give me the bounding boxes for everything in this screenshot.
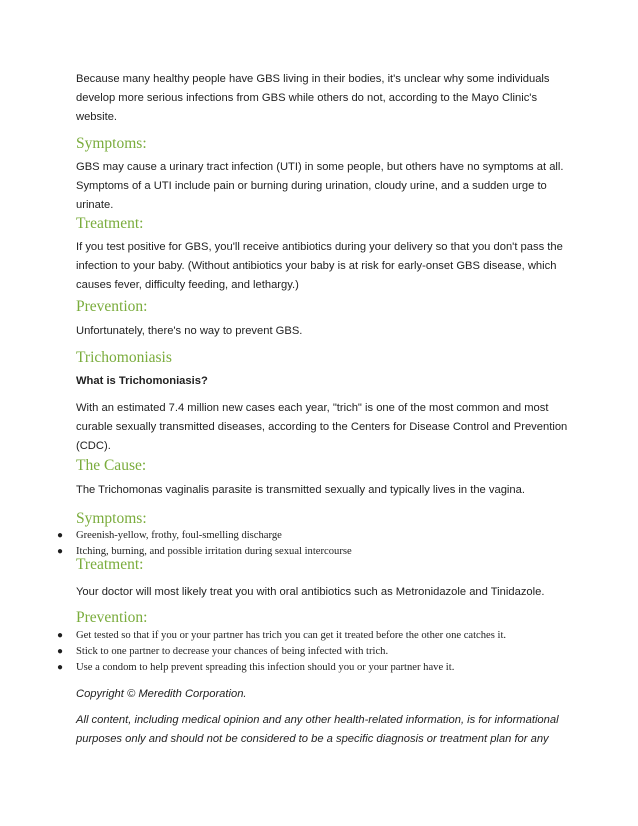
gbs-prevention-paragraph: Unfortunately, there's no way to prevent GBS. [76,325,303,337]
bullet-icon: ● [57,646,64,657]
copyright-notice: Copyright © Meredith Corporation. [76,688,247,700]
trich-treatment-paragraph: Your doctor will most likely treat you with oral antibiotics such as Metronidazole and Tinidazole. [76,586,545,598]
list-item-text: Itching, burning, and possible irritation during sexual intercourse [76,546,352,557]
gbs-treatment-heading: Treatment: [76,215,144,232]
list-item [0,644,600,660]
bullet-icon: ● [57,530,64,541]
trich-prevention-list [0,628,600,676]
trich-section-title: Trichomoniasis [76,349,172,366]
list-item [0,528,600,544]
trich-intro-paragraph: With an estimated 7.4 million new cases each year, "trich" is one of the most common and most curable sexually transmitted diseases, according to the Centers for Disease Control and Prevention (CDC). [76,402,568,452]
gbs-prevention-heading: Prevention: [76,298,148,315]
trich-cause-heading: The Cause: [76,457,147,474]
list-item-text: Stick to one partner to decrease your chances of being infected with trich. [76,646,389,657]
gbs-treatment-paragraph: If you test positive for GBS, you'll receive antibiotics during your delivery so that you don't pass the infection to your baby. (Without antibiotics your baby is at risk for early-onset GBS disease, which causes fever, difficulty feeding, and lethargy.) [76,241,563,291]
gbs-intro-paragraph: Because many healthy people have GBS living in their bodies, it's unclear why some individuals develop more serious infections from GBS while others do not, according to the Mayo Clinic's website. [76,73,550,123]
list-item-text: Use a condom to help prevent spreading this infection should you or your partner have it. [76,662,455,673]
list-item-text: Get tested so that if you or your partner has trich you can get it treated before the other one catches it. [76,630,507,641]
list-item [0,660,600,676]
trich-symptoms-heading: Symptoms: [76,510,147,527]
disclaimer-paragraph: All content, including medical opinion and any other health-related information, is for informational purposes only and should not be considered to be a specific diagnosis or treatment plan for any [76,714,559,745]
gbs-symptoms-heading: Symptoms: [76,135,147,152]
gbs-symptoms-paragraph: GBS may cause a urinary tract infection (UTI) in some people, but others have no symptoms at all. Symptoms of a UTI include pain or burning during urination, cloudy urine, and a sudden urge to urinate. [76,161,564,211]
list-item [0,628,600,644]
bullet-icon: ● [57,630,64,641]
trich-treatment-heading: Treatment: [76,556,144,573]
trich-cause-paragraph: The Trichomonas vaginalis parasite is transmitted sexually and typically lives in the vagina. [76,484,525,496]
list-item-text: Greenish-yellow, frothy, foul-smelling discharge [76,530,282,541]
trich-question: What is Trichomoniasis? [76,375,208,387]
bullet-icon: ● [57,662,64,673]
trich-prevention-heading: Prevention: [76,609,148,626]
bullet-icon: ● [57,546,64,557]
